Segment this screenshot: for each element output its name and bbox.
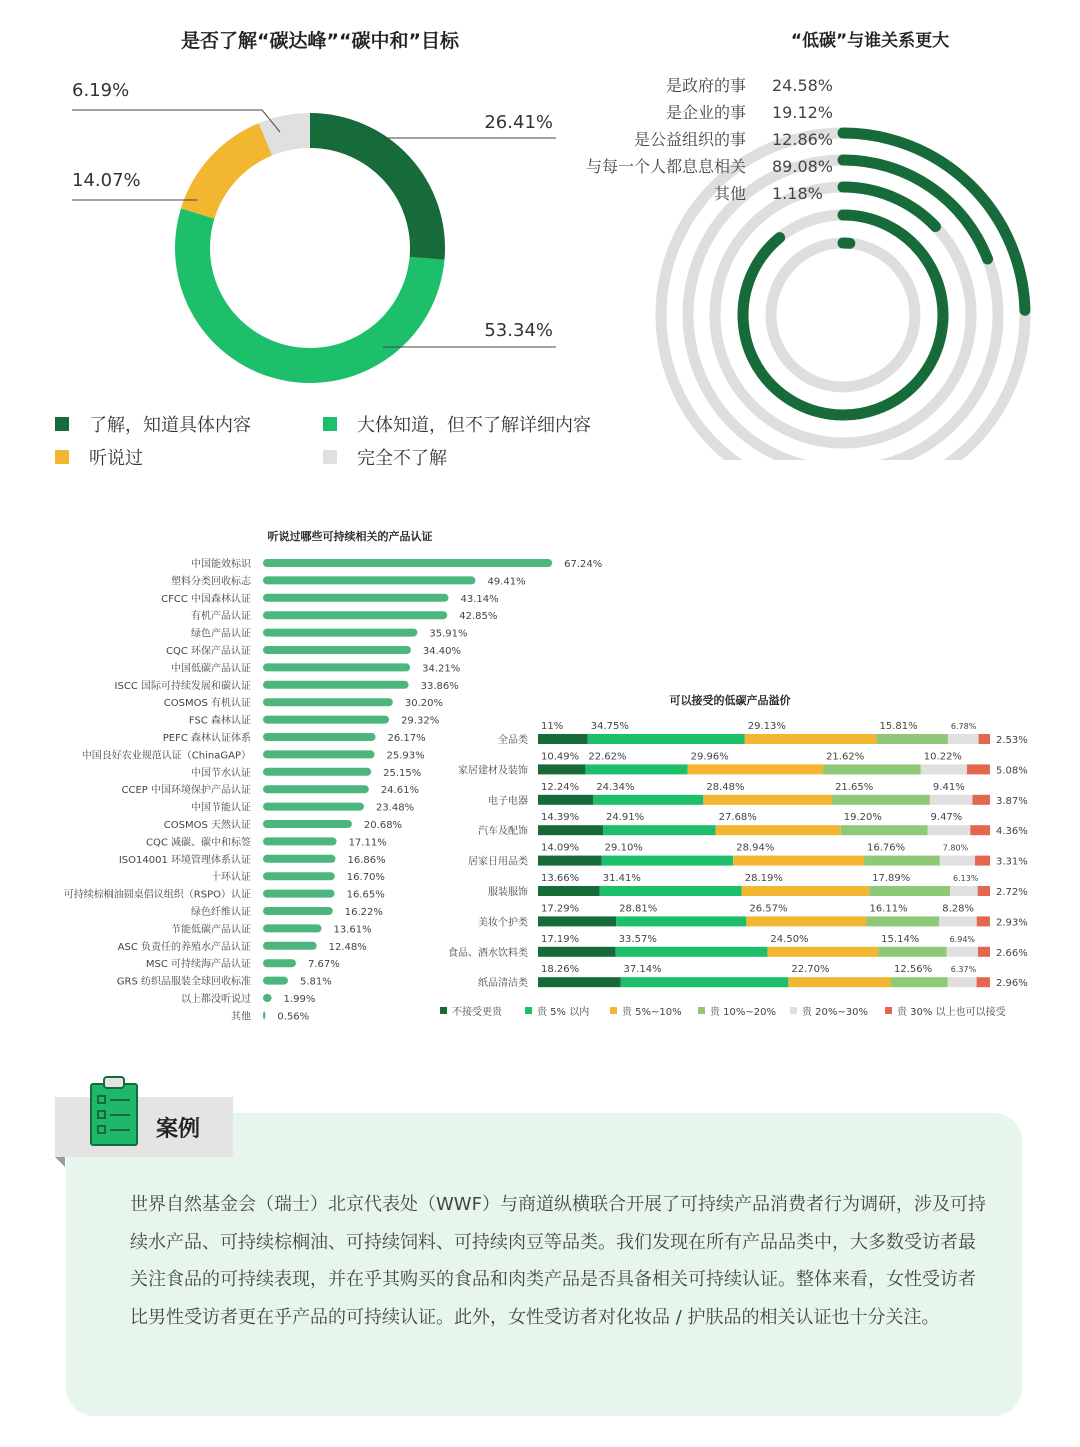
cert-value: 13.61% bbox=[333, 924, 372, 936]
premium-category: 服装服饰 bbox=[488, 887, 528, 898]
cert-bar bbox=[263, 803, 364, 811]
premium-segment bbox=[538, 795, 593, 805]
premium-category: 全品类 bbox=[498, 735, 528, 746]
premium-segment bbox=[864, 856, 940, 866]
premium-segment bbox=[616, 916, 746, 926]
cert-category: COSMOS 有机认证 bbox=[163, 698, 251, 710]
premium-value: 12.24% bbox=[541, 781, 580, 793]
cert-chart-title: 听说过哪些可持续相关的产品认证 bbox=[267, 530, 433, 543]
premium-value: 14.39% bbox=[541, 812, 580, 824]
premium-segment bbox=[891, 977, 948, 987]
cert-bar bbox=[263, 646, 411, 654]
premium-segment bbox=[841, 825, 928, 835]
premium-segment bbox=[975, 856, 990, 866]
premium-segment bbox=[745, 734, 877, 744]
cert-value: 7.67% bbox=[307, 959, 340, 971]
premium-segment bbox=[832, 795, 930, 805]
cert-category: 中国节能认证 bbox=[191, 802, 251, 814]
legend-label: 贵 30% 以上也可以接受 bbox=[897, 1007, 1006, 1018]
cert-bar bbox=[263, 733, 376, 741]
premium-category: 居家日用品类 bbox=[468, 856, 528, 868]
premium-segment bbox=[746, 916, 866, 926]
premium-value: 29.13% bbox=[747, 721, 786, 732]
cert-bar bbox=[263, 994, 272, 1002]
donut-chart bbox=[0, 60, 640, 400]
premium-segment bbox=[538, 977, 621, 987]
premium-value: 8.28% bbox=[942, 903, 975, 915]
radial-category: 是政府的事 bbox=[665, 76, 746, 95]
legend-label: 大体知道，但不了解详细内容 bbox=[357, 415, 591, 436]
legend-swatch bbox=[790, 1007, 797, 1014]
premium-value: 24.50% bbox=[770, 933, 809, 945]
premium-segment bbox=[977, 916, 990, 926]
legend-swatch bbox=[610, 1007, 617, 1014]
premium-segment bbox=[538, 825, 603, 835]
cert-bar bbox=[263, 942, 317, 950]
cert-bar bbox=[263, 872, 335, 880]
premium-segment bbox=[603, 825, 716, 835]
cert-bar bbox=[263, 977, 288, 985]
premium-value: 24.34% bbox=[596, 781, 635, 793]
cert-value: 25.93% bbox=[386, 750, 425, 762]
premium-category: 家居建材及装饰 bbox=[458, 765, 528, 777]
slice-label: 14.07% bbox=[72, 170, 141, 191]
cert-category: 绿色纤维认证 bbox=[191, 907, 251, 918]
legend-item-heard bbox=[55, 444, 143, 470]
cert-bar bbox=[263, 855, 335, 863]
cert-bar bbox=[263, 594, 449, 602]
premium-value: 14.09% bbox=[541, 842, 580, 854]
donut-slice bbox=[310, 113, 445, 260]
radial-category: 与每一个人都息息相关 bbox=[585, 157, 746, 176]
cert-value: 24.61% bbox=[380, 785, 419, 797]
legend-item-roughly-know bbox=[323, 411, 591, 437]
cert-category: COSMOS 天然认证 bbox=[163, 820, 251, 831]
premium-segment bbox=[823, 764, 921, 774]
donut-slice bbox=[175, 208, 444, 383]
premium-value: 21.62% bbox=[826, 751, 865, 763]
radial-category: 是公益组织的事 bbox=[633, 130, 746, 149]
premium-value: 28.81% bbox=[619, 903, 658, 915]
radial-value: 12.86% bbox=[772, 130, 834, 149]
cert-value: 1.99% bbox=[283, 994, 316, 1005]
premium-value: 13.66% bbox=[541, 873, 580, 884]
cert-category: MSC 可持续海产品认证 bbox=[145, 959, 251, 971]
legend-label: 听说过 bbox=[89, 448, 143, 469]
cert-category: 中国节水认证 bbox=[191, 767, 251, 779]
premium-value: 17.89% bbox=[872, 873, 911, 884]
premium-segment bbox=[767, 947, 878, 957]
premium-segment bbox=[593, 795, 703, 805]
cert-value: 20.68% bbox=[363, 820, 403, 831]
premium-segment bbox=[538, 916, 616, 926]
premium-segment bbox=[972, 795, 989, 805]
legend-swatch bbox=[323, 417, 337, 431]
premium-value: 33.57% bbox=[618, 933, 657, 945]
cert-value: 49.41% bbox=[487, 576, 526, 588]
cert-bar bbox=[263, 907, 333, 915]
legend-label: 贵 20%~30% bbox=[802, 1007, 869, 1018]
premium-segment bbox=[600, 886, 742, 896]
premium-legend-item bbox=[885, 1003, 1006, 1018]
premium-segment bbox=[947, 947, 978, 957]
premium-value: 6.78% bbox=[950, 722, 977, 731]
cert-bar bbox=[263, 611, 447, 619]
premium-category: 食品、酒水饮料类 bbox=[448, 947, 528, 959]
cert-value: 67.24% bbox=[564, 559, 603, 570]
slice-label: 26.41% bbox=[484, 112, 553, 133]
cert-value: 42.85% bbox=[459, 611, 498, 623]
legend-swatch bbox=[323, 450, 337, 464]
premium-legend-item bbox=[610, 1003, 682, 1018]
premium-value: 28.19% bbox=[744, 873, 783, 884]
cert-category: PEFC 森林认证体系 bbox=[162, 733, 251, 744]
premium-segment bbox=[978, 886, 990, 896]
premium-segment bbox=[585, 764, 687, 774]
cert-bar bbox=[263, 576, 475, 584]
cert-value: 16.65% bbox=[346, 889, 385, 901]
premium-value: 16.76% bbox=[867, 842, 906, 854]
cert-value: 25.15% bbox=[383, 767, 422, 779]
legend-label: 不接受更贵 bbox=[452, 1007, 502, 1018]
premium-segment bbox=[538, 947, 616, 957]
premium-value: 5.08% bbox=[996, 765, 1028, 777]
legend-label: 完全不了解 bbox=[357, 448, 447, 469]
radial-value: 89.08% bbox=[772, 157, 834, 176]
premium-value: 2.96% bbox=[996, 978, 1028, 990]
premium-segment bbox=[939, 916, 976, 926]
premium-category: 美妆个护类 bbox=[478, 917, 528, 929]
premium-value: 11% bbox=[541, 721, 564, 732]
premium-value: 10.49% bbox=[541, 751, 580, 763]
premium-segment bbox=[621, 977, 789, 987]
premium-value: 6.13% bbox=[952, 874, 979, 883]
premium-value: 28.48% bbox=[706, 781, 745, 793]
premium-segment bbox=[538, 734, 588, 744]
slice-label: 6.19% bbox=[72, 80, 130, 101]
cert-value: 16.86% bbox=[347, 854, 386, 866]
premium-category: 电子电器 bbox=[488, 795, 528, 807]
legend-label: 贵 10%~20% bbox=[710, 1007, 777, 1018]
premium-segment bbox=[950, 886, 978, 896]
premium-segment bbox=[602, 856, 734, 866]
cert-category: CQC 环保产品认证 bbox=[165, 646, 251, 657]
legend-swatch bbox=[55, 417, 69, 431]
premium-segment bbox=[921, 764, 967, 774]
legend-swatch bbox=[885, 1007, 892, 1014]
cert-value: 5.81% bbox=[299, 976, 332, 988]
cert-category: 十环认证 bbox=[211, 872, 251, 884]
case-label: 案例 bbox=[156, 1117, 201, 1142]
premium-value: 15.14% bbox=[881, 933, 920, 945]
premium-value: 4.36% bbox=[996, 826, 1028, 838]
premium-value: 3.31% bbox=[996, 856, 1028, 868]
premium-stacked-chart bbox=[420, 712, 1080, 1002]
premium-value: 2.72% bbox=[996, 887, 1028, 898]
premium-value: 26.57% bbox=[749, 903, 788, 915]
premium-segment bbox=[930, 795, 973, 805]
premium-value: 2.93% bbox=[996, 917, 1028, 929]
slice-label: 53.34% bbox=[484, 320, 553, 341]
premium-segment bbox=[538, 856, 602, 866]
cert-bar bbox=[263, 890, 335, 898]
legend-label: 贵 5% 以内 bbox=[537, 1007, 590, 1018]
cert-bar bbox=[263, 559, 552, 567]
premium-value: 6.94% bbox=[949, 934, 976, 944]
premium-value: 34.75% bbox=[590, 721, 629, 732]
cert-value: 0.56% bbox=[277, 1011, 310, 1023]
cert-value: 43.14% bbox=[460, 593, 499, 605]
premium-value: 18.26% bbox=[541, 964, 580, 976]
cert-category: CQC 减碳、碳中和标签 bbox=[145, 837, 251, 849]
cert-bar bbox=[263, 959, 296, 967]
cert-value: 30.20% bbox=[404, 698, 444, 710]
radial-value: 19.12% bbox=[772, 103, 834, 122]
premium-value: 21.65% bbox=[835, 781, 874, 793]
cert-bar bbox=[263, 820, 352, 828]
premium-legend-item bbox=[525, 1003, 589, 1018]
cert-bar bbox=[263, 837, 337, 845]
premium-value: 22.70% bbox=[791, 964, 830, 976]
cert-bar bbox=[263, 924, 322, 932]
cert-category: 中国低碳产品认证 bbox=[171, 663, 251, 675]
legend-item-know-details bbox=[55, 411, 251, 437]
legend-swatch bbox=[440, 1007, 447, 1014]
cert-category: 可持续棕榈油圆桌倡议组织（RSPO）认证 bbox=[63, 889, 251, 901]
premium-value: 7.80% bbox=[942, 843, 969, 853]
cert-category: CCEP 中国环境保护产品认证 bbox=[121, 785, 251, 797]
legend-swatch bbox=[55, 450, 69, 464]
premium-value: 17.19% bbox=[541, 933, 580, 945]
premium-segment bbox=[588, 734, 745, 744]
radial-value: 24.58% bbox=[772, 76, 834, 95]
donut-chart-title: 是否了解“碳达峰”“碳中和”目标 bbox=[181, 30, 459, 52]
cert-category: 有机产品认证 bbox=[191, 611, 251, 623]
legend-swatch bbox=[525, 1007, 532, 1014]
premium-segment bbox=[866, 916, 939, 926]
legend-swatch bbox=[698, 1007, 705, 1014]
radial-track bbox=[771, 243, 915, 387]
cert-category: GRS 纺织品服装全球回收标准 bbox=[116, 976, 251, 988]
premium-value: 29.96% bbox=[690, 751, 729, 763]
clipboard-icon bbox=[88, 1074, 140, 1148]
cert-category: ISO14001 环境管理体系认证 bbox=[118, 854, 251, 866]
premium-segment bbox=[788, 977, 891, 987]
cert-category: ISCC 国际可持续发展和碳认证 bbox=[114, 680, 251, 692]
cert-category: ASC 负责任的养殖水产品认证 bbox=[117, 941, 251, 953]
premium-segment bbox=[703, 795, 832, 805]
premium-value: 12.56% bbox=[894, 964, 933, 976]
legend-item-no-idea bbox=[323, 444, 447, 470]
cert-category: FSC 森林认证 bbox=[188, 715, 251, 727]
cert-category: 其他 bbox=[231, 1011, 251, 1023]
premium-segment bbox=[978, 947, 990, 957]
premium-segment bbox=[869, 886, 950, 896]
cert-category: 塑料分类回收标志 bbox=[171, 576, 251, 588]
premium-value: 27.68% bbox=[718, 812, 757, 824]
case-tab bbox=[55, 1097, 233, 1157]
premium-segment bbox=[616, 947, 768, 957]
legend-label: 贵 5%~10% bbox=[622, 1007, 682, 1018]
cert-category: CFCC 中国森林认证 bbox=[161, 593, 251, 605]
premium-value: 29.10% bbox=[604, 842, 643, 854]
premium-chart-title: 可以接受的低碳产品溢价 bbox=[669, 694, 791, 707]
premium-segment bbox=[688, 764, 823, 774]
cert-category: 以上都没听说过 bbox=[181, 994, 251, 1005]
cert-category: 中国良好农业规范认证（ChinaGAP） bbox=[81, 750, 251, 762]
premium-segment bbox=[538, 886, 600, 896]
premium-segment bbox=[742, 886, 869, 896]
premium-segment bbox=[733, 856, 864, 866]
premium-segment bbox=[948, 734, 979, 744]
cert-bar bbox=[263, 681, 409, 689]
premium-segment bbox=[979, 734, 990, 744]
premium-segment bbox=[538, 764, 585, 774]
premium-segment bbox=[928, 825, 971, 835]
radial-bar-chart bbox=[560, 60, 1080, 460]
premium-segment bbox=[940, 856, 975, 866]
cert-value: 33.86% bbox=[420, 680, 459, 692]
cert-bar bbox=[263, 663, 410, 671]
premium-value: 16.11% bbox=[869, 903, 908, 915]
premium-category: 汽车及配饰 bbox=[478, 826, 528, 838]
cert-bar bbox=[263, 785, 369, 793]
premium-segment bbox=[716, 825, 841, 835]
premium-value: 24.91% bbox=[606, 812, 645, 824]
premium-value: 6.37% bbox=[950, 965, 977, 975]
radial-chart-title: “低碳”与谁关系更大 bbox=[790, 31, 950, 51]
premium-legend-item bbox=[698, 1003, 776, 1018]
cert-value: 23.48% bbox=[375, 802, 415, 814]
premium-value: 19.20% bbox=[843, 812, 882, 824]
cert-value: 35.91% bbox=[429, 628, 468, 640]
premium-segment bbox=[977, 977, 990, 987]
premium-segment bbox=[970, 825, 990, 835]
case-paragraph: 世界自然基金会（瑞士）北京代表处（WWF）与商道纵横联合开展了可持续产品消费者行为调研，涉及可持续水产品、可持续棕榈油、可持续饲料、可持续肉豆等品类。我们发现在所有产品品类中，大多数受访者最关注食品的可持续表现，并在乎其购买的食品和肉类产品是否具备相关可持续认证。整体来看，女性受访者比男性受访者更在乎产品的可持续认证。此外，女性受访者对化妆品 / 护肤品的相关认证也十分关注。 bbox=[130, 1194, 986, 1328]
cert-bar bbox=[263, 750, 374, 758]
radial-category: 是企业的事 bbox=[665, 103, 746, 122]
premium-value: 9.41% bbox=[932, 781, 965, 793]
premium-category: 纸品清洁类 bbox=[478, 978, 528, 990]
premium-segment bbox=[876, 734, 947, 744]
cert-value: 34.21% bbox=[422, 663, 461, 675]
case-tab-fold bbox=[55, 1157, 65, 1167]
cert-value: 12.48% bbox=[328, 941, 367, 953]
radial-category: 其他 bbox=[713, 184, 746, 203]
cert-bar bbox=[263, 698, 393, 706]
premium-value: 10.22% bbox=[923, 751, 962, 763]
premium-value: 9.47% bbox=[930, 812, 963, 824]
cert-value: 26.17% bbox=[387, 733, 426, 744]
premium-legend bbox=[440, 1003, 1060, 1017]
cert-value: 17.11% bbox=[348, 837, 387, 849]
cert-bar bbox=[263, 768, 371, 776]
premium-value: 3.87% bbox=[996, 795, 1028, 807]
donut-slice bbox=[181, 123, 272, 219]
cert-value: 16.22% bbox=[344, 907, 383, 918]
legend-label: 了解，知道具体内容 bbox=[89, 415, 251, 436]
premium-value: 17.29% bbox=[541, 903, 580, 915]
premium-value: 15.81% bbox=[879, 721, 918, 732]
cert-value: 34.40% bbox=[422, 646, 462, 657]
premium-value: 2.66% bbox=[996, 947, 1028, 959]
premium-legend-item bbox=[790, 1003, 868, 1018]
cert-value: 16.70% bbox=[346, 872, 385, 884]
premium-legend-item bbox=[440, 1003, 502, 1018]
cert-category: 节能低碳产品认证 bbox=[171, 924, 251, 936]
premium-value: 2.53% bbox=[996, 735, 1028, 746]
premium-value: 31.41% bbox=[602, 873, 641, 884]
premium-value: 37.14% bbox=[623, 964, 662, 976]
cert-bar bbox=[263, 629, 417, 637]
cert-category: 绿色产品认证 bbox=[191, 628, 251, 640]
cert-bar bbox=[263, 716, 389, 724]
cert-bar bbox=[263, 1011, 265, 1019]
cert-value: 29.32% bbox=[401, 715, 440, 727]
premium-segment bbox=[948, 977, 977, 987]
cert-category: 中国能效标识 bbox=[191, 559, 251, 570]
premium-segment bbox=[878, 947, 946, 957]
premium-segment bbox=[967, 764, 990, 774]
premium-value: 28.94% bbox=[736, 842, 775, 854]
premium-value: 22.62% bbox=[588, 751, 627, 763]
radial-value: 1.18% bbox=[772, 184, 823, 203]
